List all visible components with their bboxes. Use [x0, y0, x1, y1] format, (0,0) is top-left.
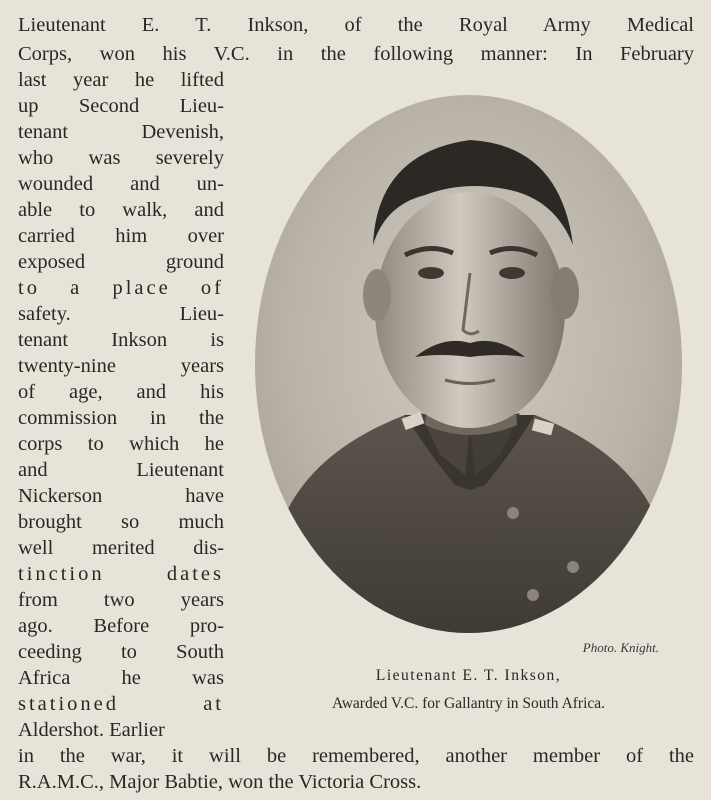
article-line: who was severely — [18, 147, 224, 169]
article-line: brought so much — [18, 511, 224, 533]
article-line: well merited dis- — [18, 537, 224, 559]
caption-subtitle: Awarded V.C. for Gallantry in South Africa. — [331, 695, 606, 712]
portrait-photo — [255, 95, 682, 633]
article-line: stationed at — [18, 693, 224, 715]
article-line: tenant Devenish, — [18, 121, 224, 143]
article-line: Africa he was — [18, 667, 224, 689]
article-line: able to walk, and — [18, 199, 224, 221]
article-line: in the war, it will be remembered, another member of the — [18, 745, 694, 767]
article-line: R.A.M.C., Major Babtie, won the Victoria Cross. — [18, 771, 422, 793]
article-line: last year he lifted — [18, 69, 224, 91]
article-line: tenant Inkson is — [18, 329, 224, 351]
article-line: to a place of — [18, 277, 224, 299]
article-line: Aldershot. Earlier — [18, 719, 165, 741]
article-line: exposed ground — [18, 251, 224, 273]
article-line: carried him over — [18, 225, 224, 247]
article-line: and Lieutenant — [18, 459, 224, 481]
article-line: ago. Before pro- — [18, 615, 224, 637]
article-line: wounded and un- — [18, 173, 224, 195]
article-line: commission in the — [18, 407, 224, 429]
article-line: Corps, won his V.C. in the following manner: In February — [18, 43, 694, 65]
article-line: Nickerson have — [18, 485, 224, 507]
article-line: of age, and his — [18, 381, 224, 403]
article-line: safety. Lieu- — [18, 303, 224, 325]
article-line: tinction dates — [18, 563, 224, 585]
article-line: from two years — [18, 589, 224, 611]
article-line: up Second Lieu- — [18, 95, 224, 117]
article-line: twenty-nine years — [18, 355, 224, 377]
article-line: Lieutenant E. T. Inkson, of the Royal Army Medical — [18, 14, 694, 36]
caption-name: Lieutenant E. T. Inkson, — [375, 667, 562, 684]
photo-credit: Photo. Knight. — [582, 640, 659, 655]
article-line: corps to which he — [18, 433, 224, 455]
article-line: ceeding to South — [18, 641, 224, 663]
